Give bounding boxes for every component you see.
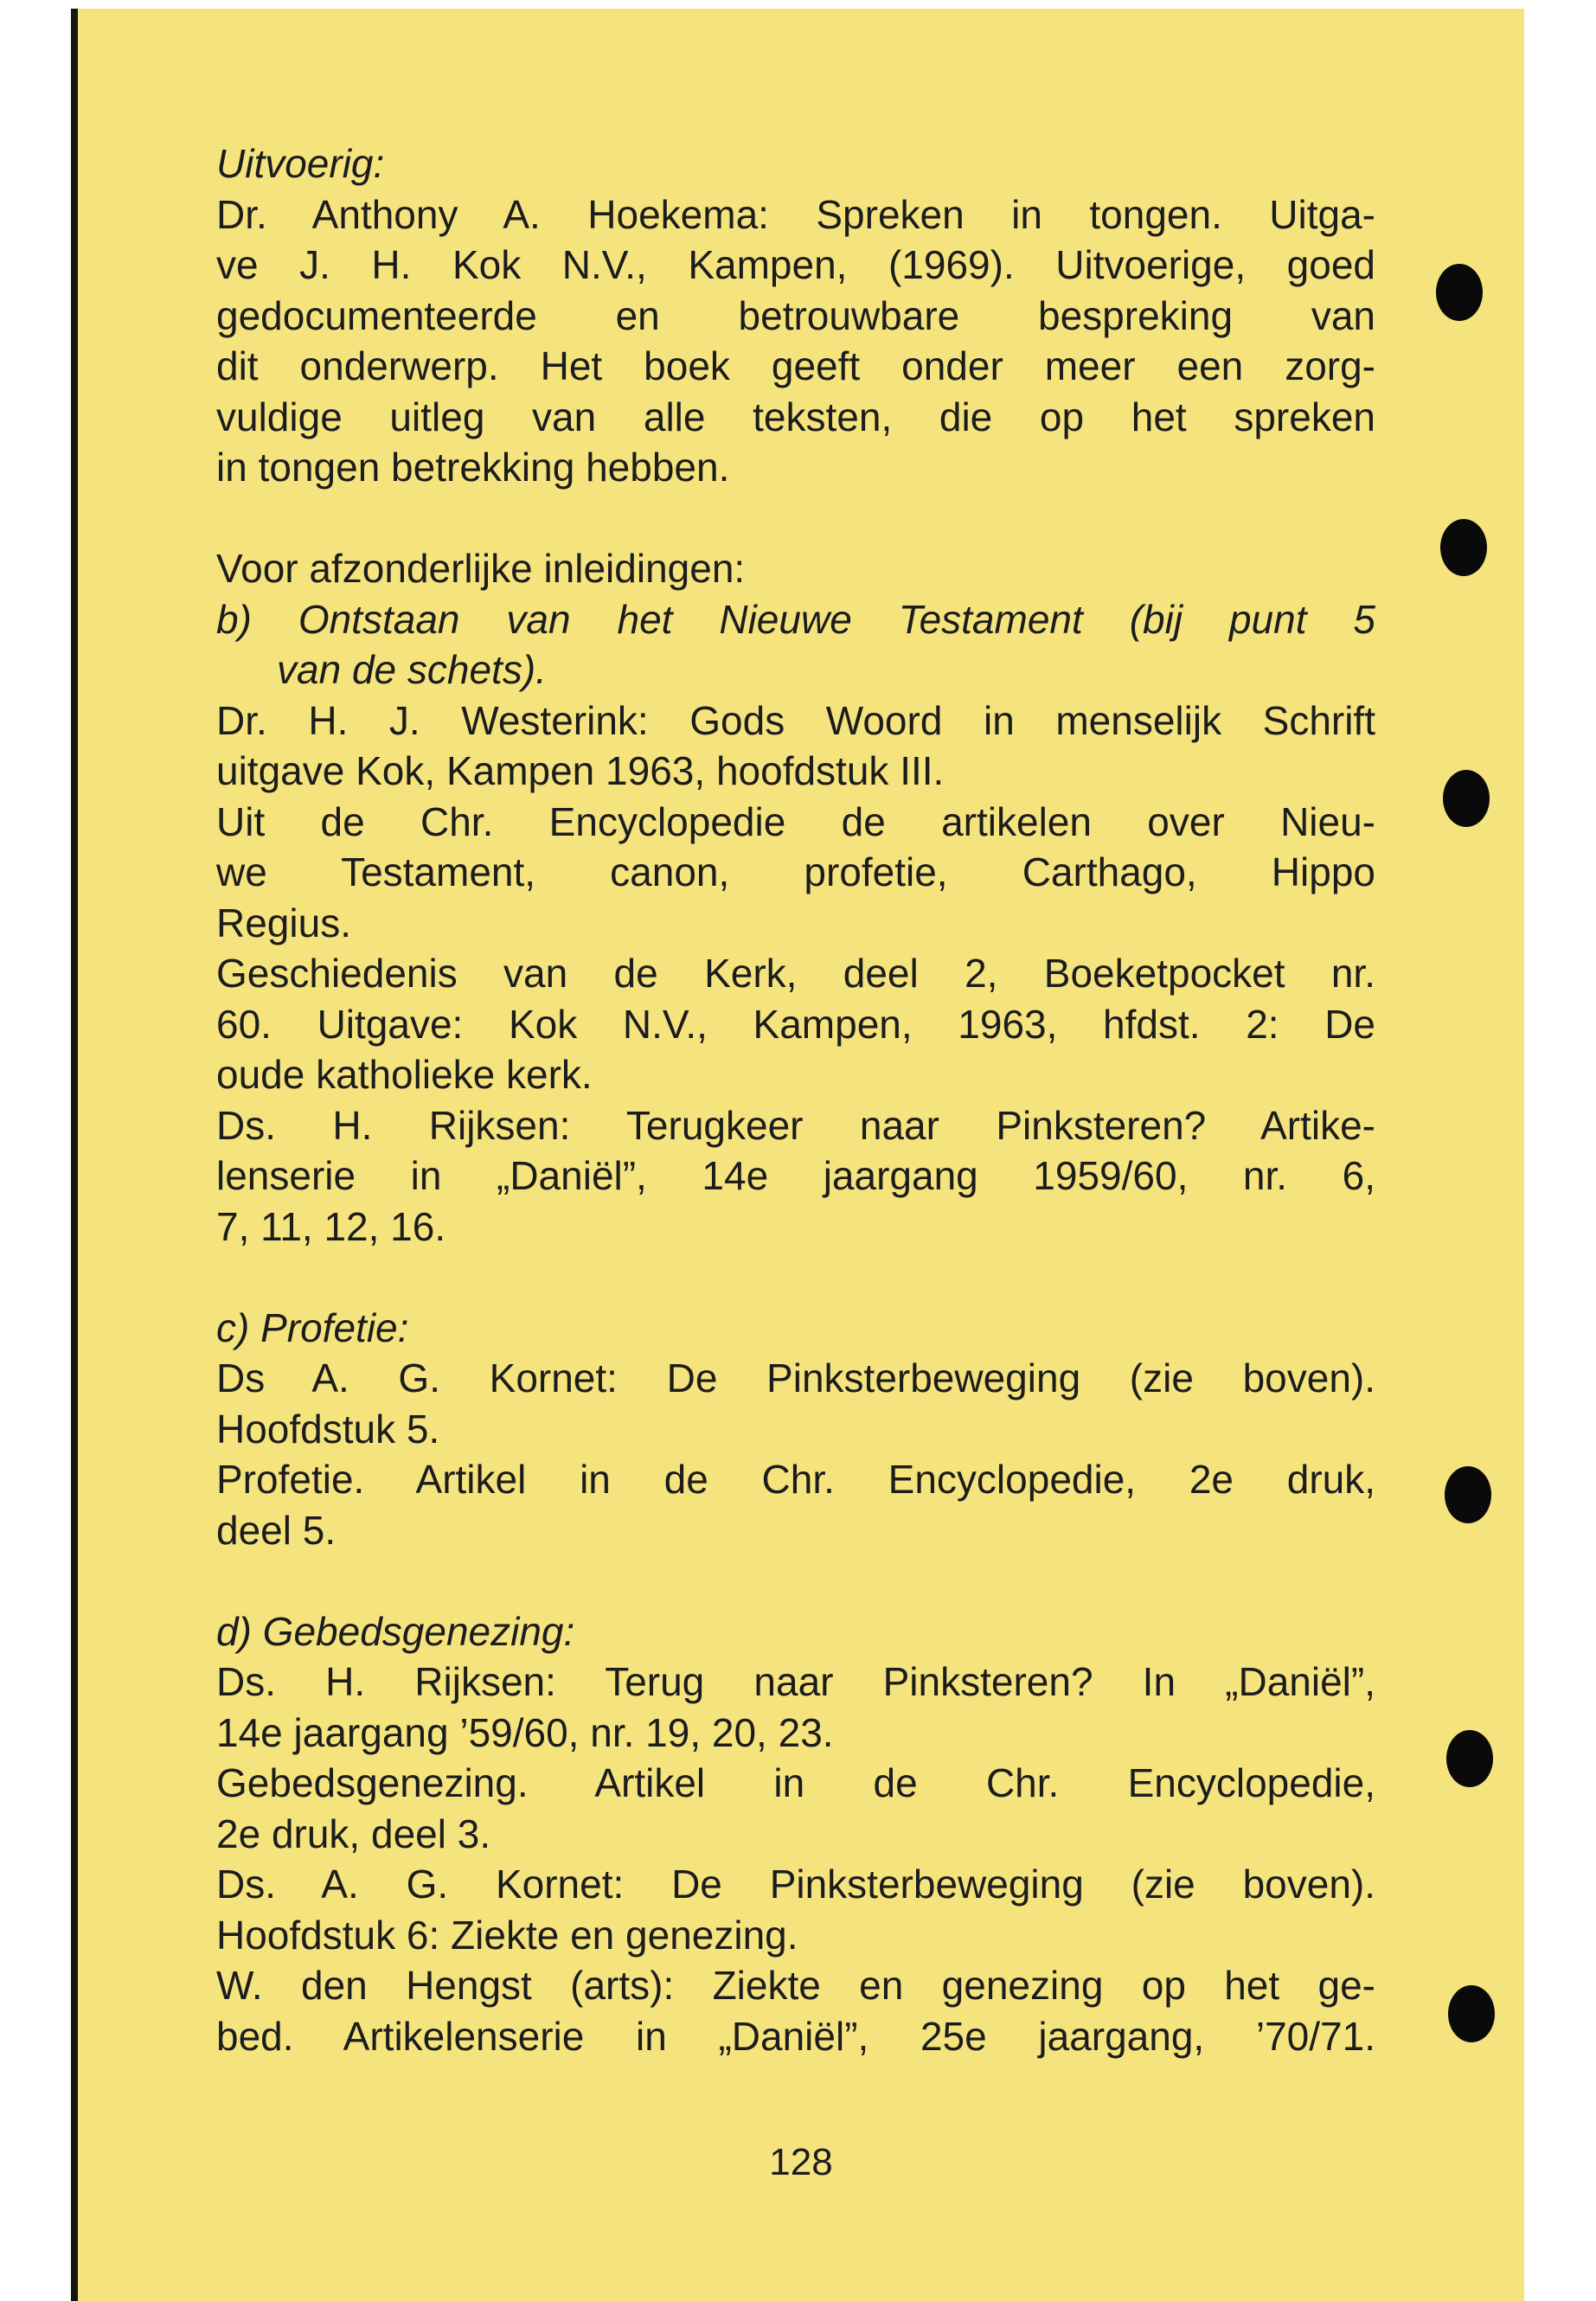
text-line: Ds. H. Rijksen: Terug naar Pinksteren? In „Daniël”, <box>216 1659 1375 1704</box>
heading-d: d) Gebedsgenezing: <box>216 1608 575 1654</box>
paragraph-gap <box>216 1555 1375 1606</box>
text-line: uitgave Kok, Kampen 1963, hoofdstuk III. <box>216 748 945 793</box>
text-line: oude katholieke kerk. <box>216 1052 593 1097</box>
text-line: in tongen betrekking hebben. <box>216 445 730 490</box>
heading-b: b) Ontstaan van het Nieuwe Testament (bij punt 5 <box>216 596 1375 642</box>
text-line: 14e jaargang ’59/60, nr. 19, 20, 23. <box>216 1709 834 1755</box>
heading-c: c) Profetie: <box>216 1304 409 1350</box>
text-line: Uit de Chr. Encyclopedie de artikelen over Nieu- <box>216 798 1375 844</box>
binder-hole-icon <box>1445 1466 1491 1523</box>
text-line: Hoofdstuk 6: Ziekte en genezing. <box>216 1912 798 1958</box>
text-line: Ds A. G. Kornet: De Pinksterbeweging (zie boven). <box>216 1356 1375 1400</box>
paragraph-gap <box>216 493 1375 544</box>
text-line: deel 5. <box>216 1507 337 1553</box>
text-line: lenserie in „Daniël”, 14e jaargang 1959/60, nr. 6, <box>216 1153 1375 1198</box>
text-line: we Testament, canon, profetie, Carthago, Hippo <box>216 849 1375 894</box>
text-line: W. den Hengst (arts): Ziekte en genezing op het ge- <box>216 1963 1375 2008</box>
text-line: Hoofdstuk 5. <box>216 1406 440 1452</box>
heading-uitvoerig: Uitvoerig: <box>216 141 385 186</box>
text-line: 7, 11, 12, 16. <box>216 1203 446 1249</box>
text-line: gedocumenteerde en betrouwbare bespreking van <box>216 292 1375 338</box>
text-line: Ds. A. G. Kornet: De Pinksterbeweging (zie boven). <box>216 1862 1375 1907</box>
text-line: ve J. H. Kok N.V., Kampen, (1969). Uitvoerige, goed <box>216 242 1375 287</box>
binder-hole-icon <box>1436 264 1483 321</box>
heading-b-continued: van de schets). <box>277 647 547 692</box>
text-line: 2e druk, deel 3. <box>216 1811 491 1856</box>
text-line: Dr. H. J. Westerink: Gods Woord in menselijk Schrift <box>216 697 1375 743</box>
body-text <box>216 138 1375 2061</box>
text-line: Regius. <box>216 900 351 945</box>
text-line: Dr. Anthony A. Hoekema: Spreken in tongen. Uitga- <box>216 191 1375 237</box>
text-line: vuldige uitleg van alle teksten, die op het spreken <box>216 394 1375 439</box>
yellow-page <box>71 9 1524 2301</box>
text-line: Geschiedenis van de Kerk, deel 2, Boeketpocket nr. <box>216 951 1375 996</box>
binder-hole-icon <box>1440 519 1487 576</box>
page-number: 128 <box>769 2141 833 2183</box>
binder-hole-icon <box>1443 770 1490 827</box>
text-line: bed. Artikelenserie in „Daniël”, 25e jaargang, ’70/71. <box>216 2013 1375 2059</box>
text-line: Voor afzonderlijke inleidingen: <box>216 546 746 591</box>
text-line: Ds. H. Rijksen: Terugkeer naar Pinksteren? Artike- <box>216 1102 1375 1148</box>
text-line: Gebedsgenezing. Artikel in de Chr. Encyclopedie, <box>216 1760 1375 1805</box>
binder-hole-icon <box>1446 1730 1493 1787</box>
binder-hole-icon <box>1448 1985 1495 2042</box>
text-line: 60. Uitgave: Kok N.V., Kampen, 1963, hfdst. 2: De <box>216 1001 1375 1047</box>
paragraph-gap <box>216 1252 1375 1303</box>
text-line: Profetie. Artikel in de Chr. Encyclopedie, 2e druk, <box>216 1457 1375 1502</box>
text-line: dit onderwerp. Het boek geeft onder meer een zorg- <box>216 343 1375 388</box>
